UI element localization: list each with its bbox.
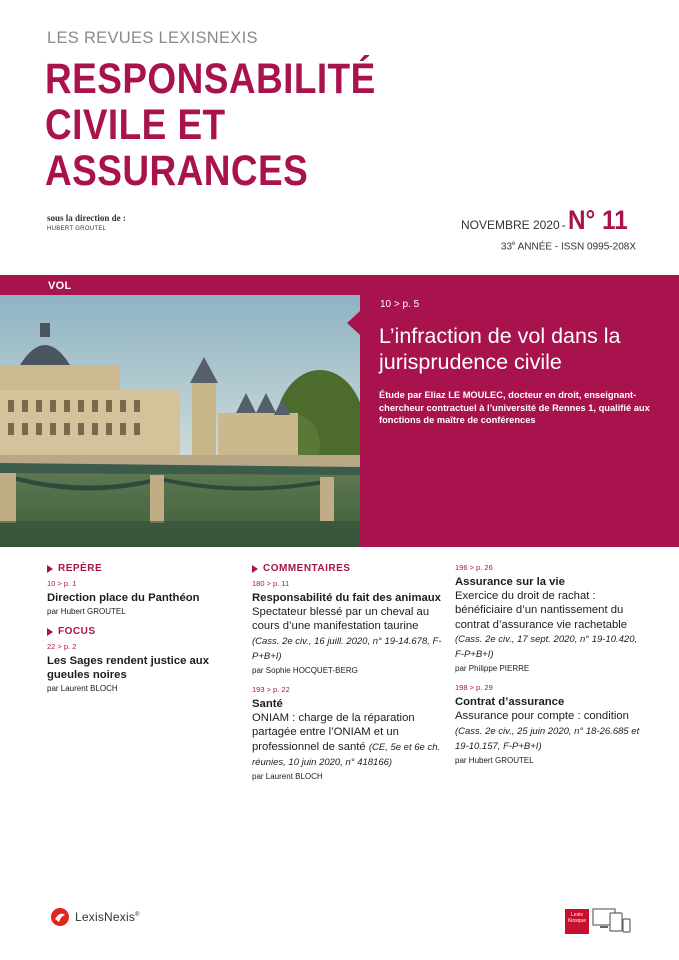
article-title[interactable]: Contrat d’assurance: [455, 696, 565, 709]
article-summary: [252, 711, 442, 770]
paris-conciergerie-photo: [0, 295, 360, 547]
article-author: par Philippe PIERRE: [455, 664, 530, 674]
logo-wordmark: LexisNexis: [75, 910, 136, 924]
lexisnexis-logo-icon: [50, 907, 70, 927]
direction-label: sous la direction de :: [47, 213, 126, 223]
article-ref: 180 > p. 11: [252, 579, 290, 588]
triangle-bullet-icon: [47, 628, 53, 636]
article-ref: 22 > p. 2: [47, 642, 77, 651]
column-repere-focus: [47, 563, 237, 703]
feature-ref[interactable]: 10 > p. 5: [380, 299, 420, 310]
section-label: VOL: [48, 280, 72, 292]
column-assurance: [455, 563, 645, 775]
issue-number: N° 11: [567, 205, 628, 235]
director-name: HUBERT GROUTEL: [47, 226, 107, 232]
issue-line: [461, 205, 634, 236]
article-summary-text: Assurance pour compte : condition: [455, 710, 629, 723]
journal-title-line: ASSURANCES: [45, 147, 309, 195]
article-author: par Hubert GROUTEL: [47, 607, 126, 616]
issn-line: [501, 241, 636, 252]
category-repere: [47, 563, 237, 574]
article-citation: (Cass. 2e civ., 16 juill. 2020, n° 19-14.678, F-P+B+I): [252, 635, 442, 662]
article-title[interactable]: Direction place du Panthéon: [47, 592, 200, 604]
article-entry[interactable]: [455, 563, 645, 673]
article-title[interactable]: Les Sages rendent justice aux gueules noires: [47, 655, 209, 681]
article-author: par Sophie HOCQUET-BERG: [252, 666, 358, 676]
journal-title-line: RESPONSABILITÉ: [45, 55, 376, 103]
triangle-bullet-icon: [252, 565, 258, 573]
article-author: par Hubert GROUTEL: [455, 756, 534, 766]
article-entry[interactable]: [455, 683, 645, 765]
article-citation: (Cass. 2e civ., 25 juin 2020, n° 18-26.685 et 19-10.157, F-P+B+I): [455, 725, 640, 753]
article-ref: 193 > p. 22: [252, 685, 290, 695]
cover-photo: [0, 295, 360, 547]
feature-notch: [347, 311, 360, 335]
annee-number: 33: [500, 241, 513, 253]
issue-separator: -: [561, 218, 566, 232]
article-entry[interactable]: [252, 685, 442, 781]
category-commentaires: [252, 563, 442, 574]
logo-text: [75, 910, 140, 924]
article-title[interactable]: Assurance sur la vie: [455, 576, 565, 588]
article-summary-text: Spectateur blessé par un cheval au cours d’une manifestation taurine: [252, 606, 430, 633]
article-ref: 10 > p. 1: [47, 579, 77, 588]
article-ref: 196 > p. 26: [455, 563, 493, 572]
feature-byline: Étude par Eliaz LE MOULEC, docteur en droit, enseignant-chercheur contractuel à l’université de Rennes 1, qualifié aux fonctions de maître de conférences: [379, 390, 650, 425]
category-focus: [47, 626, 237, 637]
devices-icon: [592, 907, 632, 935]
article-title[interactable]: Santé: [252, 698, 283, 711]
column-commentaires: [252, 563, 442, 791]
journal-title-line: CIVILE ET: [45, 101, 226, 149]
annee-issn: ANNÉE - ISSN 0995-208X: [515, 241, 636, 253]
series-name: LES REVUES LEXISNEXIS: [47, 29, 258, 47]
lexis-kiosque-badge[interactable]: Lexis Kiosque: [565, 909, 589, 934]
feature-title[interactable]: L’infraction de vol dans la jurisprudence civile: [379, 324, 621, 374]
article-entry[interactable]: [47, 642, 237, 693]
article-entry[interactable]: [252, 579, 442, 675]
article-citation: (Cass. 2e civ., 17 sept. 2020, n° 19-10.420, F-P+B+I): [455, 633, 638, 661]
article-summary-text: ONIAM : charge de la réparation partagée entre l’ONIAM et un professionnel de santé: [252, 712, 415, 753]
registered-mark: ®: [135, 912, 140, 918]
phone-icon: [623, 919, 630, 932]
triangle-bullet-icon: [47, 565, 53, 573]
article-author: par Laurent BLOCH: [47, 684, 118, 693]
tablet-icon: [610, 913, 622, 931]
article-summary: [455, 709, 645, 754]
article-summary: [252, 605, 442, 664]
lexisnexis-logo[interactable]: [50, 907, 140, 927]
category-label: COMMENTAIRES: [263, 563, 351, 574]
article-citation: (CE, 5e et 6e ch. réunies, 10 juin 2020, n° 418166): [252, 741, 441, 769]
article-author: par Laurent BLOCH: [252, 772, 323, 782]
issue-date: NOVEMBRE 2020: [460, 218, 560, 232]
article-ref: 198 > p. 29: [455, 683, 493, 693]
journal-title: [45, 56, 406, 194]
annee-sup: e: [512, 241, 516, 247]
article-entry[interactable]: [47, 579, 237, 616]
article-summary: [455, 589, 645, 662]
article-title[interactable]: Responsabilité du fait des animaux: [252, 592, 441, 604]
category-label: FOCUS: [58, 626, 96, 637]
category-label: REPÈRE: [58, 563, 103, 574]
article-summary-text: Exercice du droit de rachat : bénéficiaire d’un nantissement du contrat d’assurance vie rachetable: [455, 590, 628, 631]
